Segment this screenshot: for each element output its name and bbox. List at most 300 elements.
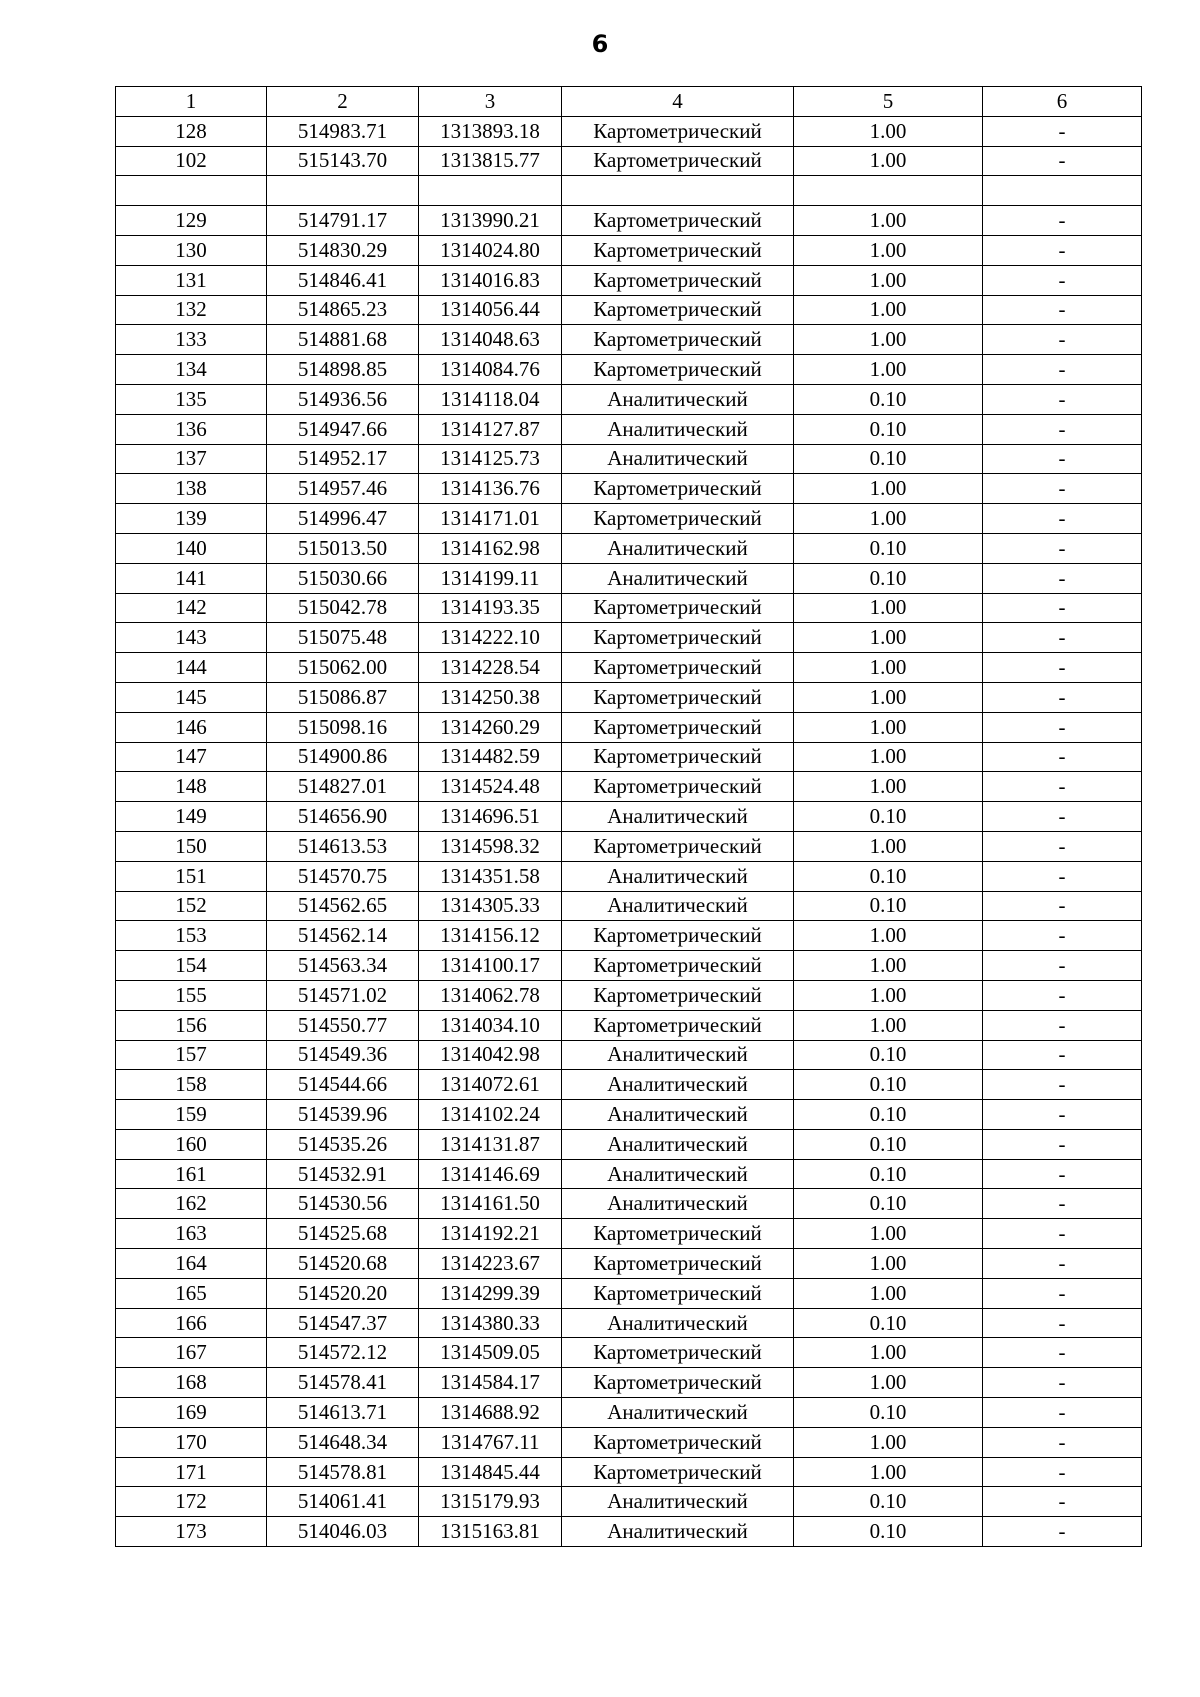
table-cell: Картометрический <box>562 653 794 683</box>
table-cell: - <box>983 384 1142 414</box>
table-cell: 0.10 <box>794 1040 983 1070</box>
table-cell: Картометрический <box>562 1249 794 1279</box>
table-cell: 0.10 <box>794 1159 983 1189</box>
table-row <box>116 1129 1142 1159</box>
table-cell: 514539.96 <box>267 1100 419 1130</box>
table-cell: 145 <box>116 682 267 712</box>
table-cell: 154 <box>116 951 267 981</box>
table-cell: 1.00 <box>794 1219 983 1249</box>
table-cell: 0.10 <box>794 384 983 414</box>
table-cell: 1314199.11 <box>419 563 562 593</box>
table-cell: 1314299.39 <box>419 1278 562 1308</box>
table-row <box>116 384 1142 414</box>
table-cell: Картометрический <box>562 593 794 623</box>
table-cell: 1314260.29 <box>419 712 562 742</box>
column-header: 2 <box>267 87 419 117</box>
table-cell: Картометрический <box>562 295 794 325</box>
table-cell: 514656.90 <box>267 802 419 832</box>
table-cell: - <box>983 116 1142 146</box>
table-cell: 514578.81 <box>267 1457 419 1487</box>
table-cell: 1314034.10 <box>419 1010 562 1040</box>
table-cell: 146 <box>116 712 267 742</box>
table-cell: 1.00 <box>794 593 983 623</box>
table-cell: 1314193.35 <box>419 593 562 623</box>
table-cell: 515013.50 <box>267 533 419 563</box>
table-cell: 1314845.44 <box>419 1457 562 1487</box>
table-cell: Картометрический <box>562 921 794 951</box>
table-cell: - <box>983 444 1142 474</box>
table-cell: Картометрический <box>562 235 794 265</box>
table-cell <box>116 176 267 206</box>
table-cell: - <box>983 1338 1142 1368</box>
table-cell: Аналитический <box>562 1100 794 1130</box>
table-cell: Картометрический <box>562 682 794 712</box>
table-cell: - <box>983 712 1142 742</box>
table-cell: 0.10 <box>794 1070 983 1100</box>
table-row <box>116 1427 1142 1457</box>
table-cell: 1314056.44 <box>419 295 562 325</box>
table-row <box>116 712 1142 742</box>
table-row <box>116 265 1142 295</box>
table-cell: Картометрический <box>562 1010 794 1040</box>
table-cell: - <box>983 802 1142 832</box>
table-cell: 1314598.32 <box>419 831 562 861</box>
table-cell: 1.00 <box>794 355 983 385</box>
table-cell <box>267 176 419 206</box>
table-cell: 514947.66 <box>267 414 419 444</box>
table-cell: 1.00 <box>794 682 983 712</box>
table-cell: 1314696.51 <box>419 802 562 832</box>
table-cell: 514846.41 <box>267 265 419 295</box>
table-cell: Картометрический <box>562 1278 794 1308</box>
table-cell: 514570.75 <box>267 861 419 891</box>
table-cell <box>794 176 983 206</box>
table-cell: 514936.56 <box>267 384 419 414</box>
table-cell: - <box>983 265 1142 295</box>
table-cell: 166 <box>116 1308 267 1338</box>
table-cell: 169 <box>116 1398 267 1428</box>
table-row <box>116 1219 1142 1249</box>
table-cell: 1314161.50 <box>419 1189 562 1219</box>
coordinates-table <box>115 86 1142 1547</box>
table-cell: 514996.47 <box>267 504 419 534</box>
table-cell: Аналитический <box>562 1487 794 1517</box>
table-cell: Картометрический <box>562 504 794 534</box>
table-cell: 514957.46 <box>267 474 419 504</box>
table-cell: 0.10 <box>794 1308 983 1338</box>
table-row <box>116 533 1142 563</box>
table-cell: 140 <box>116 533 267 563</box>
table-cell: Аналитический <box>562 1517 794 1547</box>
table-cell: Аналитический <box>562 1398 794 1428</box>
table-cell: 1314351.58 <box>419 861 562 891</box>
table-cell: - <box>983 1189 1142 1219</box>
table-cell: 130 <box>116 235 267 265</box>
table-cell: 1313893.18 <box>419 116 562 146</box>
table-cell: 138 <box>116 474 267 504</box>
table-row <box>116 563 1142 593</box>
table-cell: 1314156.12 <box>419 921 562 951</box>
table-row <box>116 295 1142 325</box>
table-row <box>116 1189 1142 1219</box>
table-row <box>116 474 1142 504</box>
table-row <box>116 325 1142 355</box>
table-cell: - <box>983 235 1142 265</box>
table-row <box>116 980 1142 1010</box>
table-cell: - <box>983 861 1142 891</box>
table-cell: 514520.68 <box>267 1249 419 1279</box>
table-cell: 161 <box>116 1159 267 1189</box>
table-header-row <box>116 87 1142 117</box>
table-cell: 152 <box>116 891 267 921</box>
table-cell: - <box>983 772 1142 802</box>
table-cell: - <box>983 1398 1142 1428</box>
table-cell: 1.00 <box>794 1010 983 1040</box>
table-cell: 1315179.93 <box>419 1487 562 1517</box>
table-row <box>116 1338 1142 1368</box>
table-row <box>116 1249 1142 1279</box>
table-cell: - <box>983 1308 1142 1338</box>
table-cell: 1314767.11 <box>419 1427 562 1457</box>
table-cell: 1314102.24 <box>419 1100 562 1130</box>
table-cell: 156 <box>116 1010 267 1040</box>
table-cell: 1314250.38 <box>419 682 562 712</box>
table-row <box>116 146 1142 176</box>
table-cell <box>419 176 562 206</box>
table-cell: 132 <box>116 295 267 325</box>
table-cell: Картометрический <box>562 265 794 295</box>
table-cell: 1.00 <box>794 1457 983 1487</box>
table-row <box>116 1159 1142 1189</box>
table-cell: Аналитический <box>562 563 794 593</box>
table-cell: - <box>983 1010 1142 1040</box>
table-cell: 514952.17 <box>267 444 419 474</box>
table-cell: Аналитический <box>562 1129 794 1159</box>
table-cell: 514547.37 <box>267 1308 419 1338</box>
table-cell: 0.10 <box>794 414 983 444</box>
table-cell: 168 <box>116 1368 267 1398</box>
table-cell: 514525.68 <box>267 1219 419 1249</box>
table-row <box>116 653 1142 683</box>
table-cell: 1314380.33 <box>419 1308 562 1338</box>
table-cell: Аналитический <box>562 802 794 832</box>
table-cell: 1.00 <box>794 712 983 742</box>
table-cell: Аналитический <box>562 1040 794 1070</box>
table-cell: 514865.23 <box>267 295 419 325</box>
table-cell: 514532.91 <box>267 1159 419 1189</box>
table-cell: - <box>983 1070 1142 1100</box>
table-cell: 0.10 <box>794 802 983 832</box>
table-cell: 514571.02 <box>267 980 419 1010</box>
table-cell: 1314228.54 <box>419 653 562 683</box>
table-cell: 163 <box>116 1219 267 1249</box>
table-cell: - <box>983 1368 1142 1398</box>
table-cell: 1.00 <box>794 1249 983 1279</box>
table-cell: 131 <box>116 265 267 295</box>
table-cell: - <box>983 1457 1142 1487</box>
table-row <box>116 1398 1142 1428</box>
table-row <box>116 1010 1142 1040</box>
table-cell: Картометрический <box>562 1338 794 1368</box>
table-cell: 1314048.63 <box>419 325 562 355</box>
table-row <box>116 1278 1142 1308</box>
table-cell: - <box>983 1159 1142 1189</box>
table-cell: 514530.56 <box>267 1189 419 1219</box>
table-cell: Картометрический <box>562 980 794 1010</box>
table-cell: 157 <box>116 1040 267 1070</box>
table-cell: 514791.17 <box>267 206 419 236</box>
table-cell: 1314584.17 <box>419 1368 562 1398</box>
table-cell: Картометрический <box>562 1427 794 1457</box>
table-cell: 0.10 <box>794 1189 983 1219</box>
table-cell: 1.00 <box>794 325 983 355</box>
table-cell: 514830.29 <box>267 235 419 265</box>
table-cell: 136 <box>116 414 267 444</box>
table-cell: 515062.00 <box>267 653 419 683</box>
table-cell: 514562.65 <box>267 891 419 921</box>
table-cell: 514563.34 <box>267 951 419 981</box>
table-cell: - <box>983 921 1142 951</box>
table-cell: Аналитический <box>562 384 794 414</box>
table-cell: 514613.53 <box>267 831 419 861</box>
table-cell: 514046.03 <box>267 1517 419 1547</box>
table-cell: Картометрический <box>562 772 794 802</box>
table-cell: 1.00 <box>794 504 983 534</box>
column-header: 5 <box>794 87 983 117</box>
table-cell: 1315163.81 <box>419 1517 562 1547</box>
table-cell: 0.10 <box>794 861 983 891</box>
table-cell: 0.10 <box>794 1517 983 1547</box>
table-cell: 1314125.73 <box>419 444 562 474</box>
table-cell: - <box>983 1427 1142 1457</box>
table-cell: 514550.77 <box>267 1010 419 1040</box>
table-cell: 1.00 <box>794 1338 983 1368</box>
table-cell: 1314131.87 <box>419 1129 562 1159</box>
table-cell: - <box>983 1487 1142 1517</box>
table-cell: 1314482.59 <box>419 742 562 772</box>
table-cell: 1.00 <box>794 831 983 861</box>
table-cell: 160 <box>116 1129 267 1159</box>
table-cell: 515086.87 <box>267 682 419 712</box>
table-cell: 0.10 <box>794 1129 983 1159</box>
table-cell: - <box>983 682 1142 712</box>
table-row <box>116 444 1142 474</box>
table-cell: 0.10 <box>794 533 983 563</box>
table-cell: 164 <box>116 1249 267 1279</box>
table-cell: Картометрический <box>562 712 794 742</box>
table-cell: 1.00 <box>794 921 983 951</box>
table-cell: - <box>983 951 1142 981</box>
table-cell: 102 <box>116 146 267 176</box>
table-cell: Картометрический <box>562 831 794 861</box>
table-cell: 143 <box>116 623 267 653</box>
table-cell: 514827.01 <box>267 772 419 802</box>
table-cell: 514535.26 <box>267 1129 419 1159</box>
table-cell: 0.10 <box>794 1100 983 1130</box>
table-cell: - <box>983 206 1142 236</box>
table-row <box>116 504 1142 534</box>
table-cell: 128 <box>116 116 267 146</box>
table-cell: 1314118.04 <box>419 384 562 414</box>
table-cell <box>562 176 794 206</box>
table-body <box>116 116 1142 1546</box>
table-cell: Аналитический <box>562 533 794 563</box>
table-cell: 1314100.17 <box>419 951 562 981</box>
table-cell: - <box>983 295 1142 325</box>
table-cell: 1.00 <box>794 951 983 981</box>
table-cell: - <box>983 623 1142 653</box>
table-row <box>116 682 1142 712</box>
table-row <box>116 742 1142 772</box>
table-cell: 1314524.48 <box>419 772 562 802</box>
table-cell: 1.00 <box>794 1427 983 1457</box>
page-number: 6 <box>591 30 609 58</box>
table-cell: 1314192.21 <box>419 1219 562 1249</box>
table-cell: 142 <box>116 593 267 623</box>
table-cell: 514061.41 <box>267 1487 419 1517</box>
table-cell: 0.10 <box>794 563 983 593</box>
table-cell: 1314162.98 <box>419 533 562 563</box>
table-cell: Картометрический <box>562 146 794 176</box>
table-cell: 515042.78 <box>267 593 419 623</box>
table-cell: 514648.34 <box>267 1427 419 1457</box>
table-cell: 134 <box>116 355 267 385</box>
table-row <box>116 593 1142 623</box>
table-row <box>116 772 1142 802</box>
table-cell: 137 <box>116 444 267 474</box>
table-row <box>116 623 1142 653</box>
table-cell <box>983 176 1142 206</box>
table-cell: 1.00 <box>794 206 983 236</box>
column-header: 6 <box>983 87 1142 117</box>
table-cell: 514983.71 <box>267 116 419 146</box>
table-cell: 1.00 <box>794 623 983 653</box>
table-cell: Картометрический <box>562 1457 794 1487</box>
table-cell: - <box>983 1100 1142 1130</box>
table-cell: 170 <box>116 1427 267 1457</box>
table-cell: 155 <box>116 980 267 1010</box>
table-row <box>116 921 1142 951</box>
table-row <box>116 1368 1142 1398</box>
table-cell: - <box>983 742 1142 772</box>
table-cell: Картометрический <box>562 951 794 981</box>
table-row <box>116 355 1142 385</box>
table-cell: 514549.36 <box>267 1040 419 1070</box>
table-cell: 1314016.83 <box>419 265 562 295</box>
table-cell: Аналитический <box>562 414 794 444</box>
table-cell: - <box>983 891 1142 921</box>
table-cell: 1314509.05 <box>419 1338 562 1368</box>
table-cell: Аналитический <box>562 1070 794 1100</box>
table-cell: 0.10 <box>794 444 983 474</box>
table-cell: 148 <box>116 772 267 802</box>
column-header: 3 <box>419 87 562 117</box>
table-cell: Картометрический <box>562 1368 794 1398</box>
table-cell: 514881.68 <box>267 325 419 355</box>
table-cell: 514520.20 <box>267 1278 419 1308</box>
table-cell: 1.00 <box>794 980 983 1010</box>
table-cell: - <box>983 980 1142 1010</box>
table-cell: 1314171.01 <box>419 504 562 534</box>
table-cell: 158 <box>116 1070 267 1100</box>
table-cell: - <box>983 474 1142 504</box>
table-cell: 1314072.61 <box>419 1070 562 1100</box>
table-cell: 515030.66 <box>267 563 419 593</box>
table-cell: Аналитический <box>562 444 794 474</box>
table-cell: 515143.70 <box>267 146 419 176</box>
table-cell: Аналитический <box>562 891 794 921</box>
table-cell: - <box>983 414 1142 444</box>
table-row <box>116 1517 1142 1547</box>
table-cell: 173 <box>116 1517 267 1547</box>
table-cell: 514898.85 <box>267 355 419 385</box>
table-cell: - <box>983 355 1142 385</box>
table-row <box>116 414 1142 444</box>
table-cell: 1.00 <box>794 653 983 683</box>
table-cell: 1.00 <box>794 772 983 802</box>
table-cell: 1314222.10 <box>419 623 562 653</box>
table-cell: Аналитический <box>562 861 794 891</box>
table-cell: 135 <box>116 384 267 414</box>
table-cell: - <box>983 1219 1142 1249</box>
table-row <box>116 891 1142 921</box>
table-row <box>116 1070 1142 1100</box>
column-header: 1 <box>116 87 267 117</box>
table-cell: - <box>983 533 1142 563</box>
table-cell: 1.00 <box>794 474 983 504</box>
table-cell: 1314146.69 <box>419 1159 562 1189</box>
table-cell: 1.00 <box>794 116 983 146</box>
table-row <box>116 951 1142 981</box>
table-cell: - <box>983 563 1142 593</box>
table-cell: - <box>983 1278 1142 1308</box>
table-cell: 1314127.87 <box>419 414 562 444</box>
table-cell: 1.00 <box>794 235 983 265</box>
table-cell: 514578.41 <box>267 1368 419 1398</box>
table-cell: 1314223.67 <box>419 1249 562 1279</box>
table-cell: Аналитический <box>562 1308 794 1338</box>
table-cell: 1313815.77 <box>419 146 562 176</box>
table-cell: 515075.48 <box>267 623 419 653</box>
table-cell: 1.00 <box>794 295 983 325</box>
table-cell: 149 <box>116 802 267 832</box>
table-cell: 141 <box>116 563 267 593</box>
table-cell: 172 <box>116 1487 267 1517</box>
column-header: 4 <box>562 87 794 117</box>
table-cell: 165 <box>116 1278 267 1308</box>
table-cell: 1314688.92 <box>419 1398 562 1428</box>
table-row <box>116 861 1142 891</box>
table-cell: 1.00 <box>794 1278 983 1308</box>
table-row <box>116 206 1142 236</box>
table-cell: - <box>983 1129 1142 1159</box>
table-cell: 150 <box>116 831 267 861</box>
table-cell: - <box>983 325 1142 355</box>
table-cell: - <box>983 1040 1142 1070</box>
table-row <box>116 1487 1142 1517</box>
table-cell: Аналитический <box>562 1189 794 1219</box>
table-row <box>116 116 1142 146</box>
table-row <box>116 1457 1142 1487</box>
table-cell: 159 <box>116 1100 267 1130</box>
table-cell: Картометрический <box>562 1219 794 1249</box>
table-cell: 0.10 <box>794 1398 983 1428</box>
table-cell: 1.00 <box>794 742 983 772</box>
table-cell: 1313990.21 <box>419 206 562 236</box>
table-cell: 514900.86 <box>267 742 419 772</box>
table-row <box>116 802 1142 832</box>
table-row <box>116 1308 1142 1338</box>
